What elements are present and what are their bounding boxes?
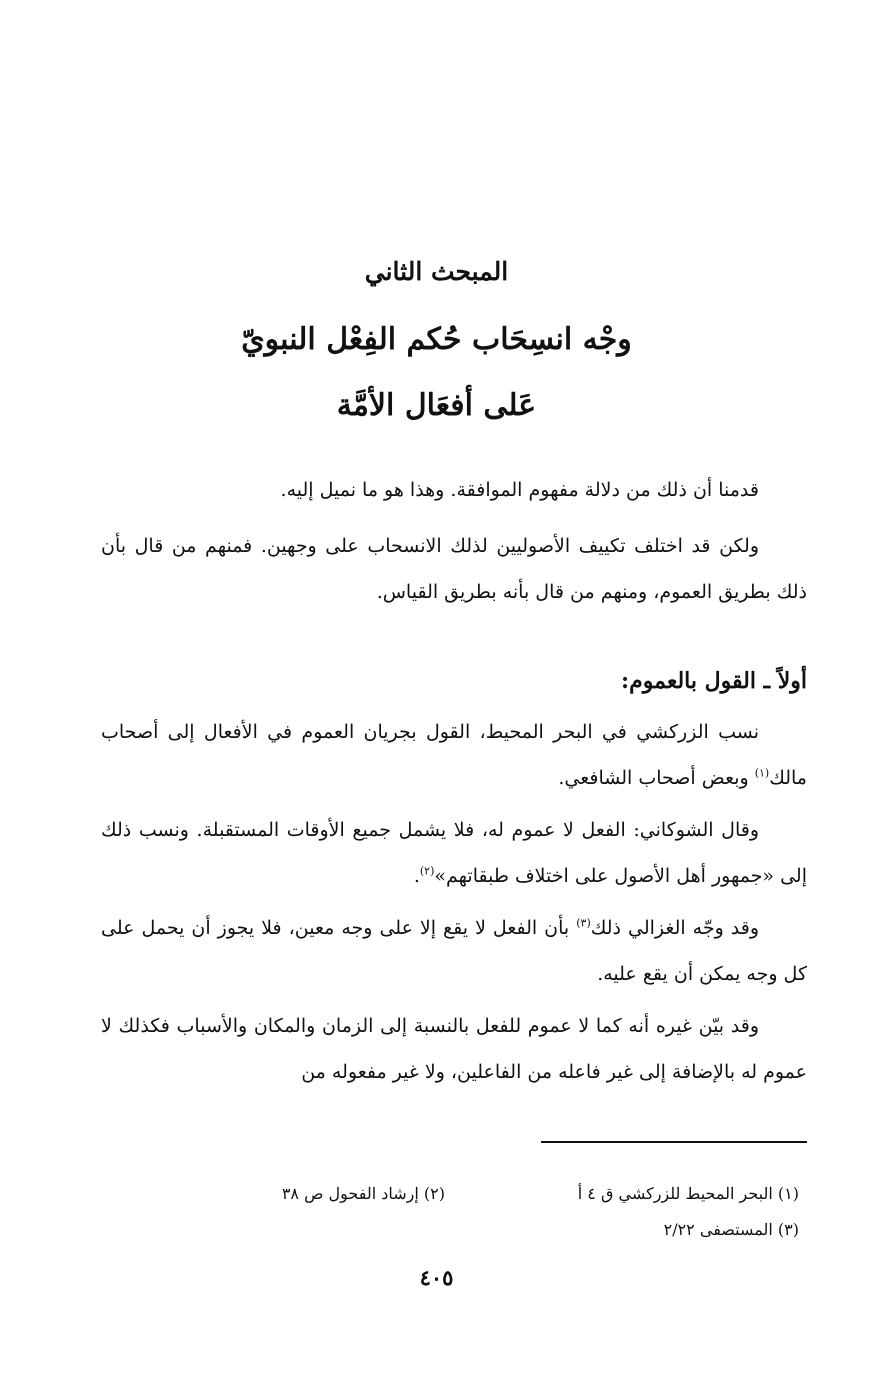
- page-number: ٤٠٥: [419, 1265, 454, 1290]
- footnote-ref-3: (٣): [576, 916, 591, 930]
- footnote-divider: [541, 1141, 807, 1143]
- paragraph-4-text-a: وقال الشوكاني: الفعل لا عموم له، فلا يشمل جميع الأوقات المستقبلة. ونسب ذلك إلى «جمهور أهل الأصول على اختلاف طبقاتهم»: [101, 819, 807, 887]
- paragraph-6: وقد بيّن غيره أنه كما لا عموم للفعل بالنسبة إلى الزمان والمكان والأسباب فكذلك لا عموم له بالإضافة إلى غير فاعله من الفاعلين، ولا غير مفعوله من: [101, 1015, 807, 1083]
- paragraph-3-text-a: نسب الزركشي في البحر المحيط، القول بجريان العموم في الأفعال إلى أصحاب مالك: [101, 721, 807, 789]
- footnote-ref-1: (١): [754, 766, 770, 780]
- footnote-2: (٢) إرشاد الفحول ص ٣٨: [281, 1184, 445, 1203]
- paragraph-2: ولكن قد اختلف تكييف الأصوليين لذلك الانسحاب على وجهين. فمنهم من قال بأن ذلك بطريق العموم، ومنهم من قال بأنه بطريق القياس.: [101, 535, 807, 603]
- chapter-title-line-1: وجْه انسِحَاب حُكم الفِعْل النبويّ: [241, 322, 632, 357]
- paragraph-5-text-a: وقد وجّه الغزالي ذلك: [590, 917, 759, 939]
- footnote-3: (٣) المستصفى ٢/٢٢: [663, 1220, 799, 1239]
- chapter-subtitle: المبحث الثاني: [364, 257, 509, 286]
- paragraph-5-text-b: بأن الفعل لا يقع إلا على وجه معين، فلا يجوز أن يحمل على كل وجه يمكن أن يقع عليه.: [101, 917, 807, 985]
- footnote-ref-2: (٢): [419, 864, 435, 878]
- paragraph-3-text-b: وبعض أصحاب الشافعي.: [558, 767, 755, 789]
- paragraph-3: [101, 709, 807, 801]
- chapter-title-line-2: عَلى أفعَال الأمَّة: [336, 388, 537, 423]
- section-heading: أولاً ـ القول بالعموم:: [621, 668, 807, 694]
- footnote-1: (١) البحر المحيط للزركشي ق ٤ أ: [577, 1184, 799, 1203]
- paragraph-4-text-b: .: [413, 865, 420, 887]
- paragraph-5: [101, 905, 807, 997]
- paragraph-1: قدمنا أن ذلك من دلالة مفهوم الموافقة. وهذا هو ما نميل إليه.: [280, 479, 759, 501]
- paragraph-4: [101, 807, 807, 899]
